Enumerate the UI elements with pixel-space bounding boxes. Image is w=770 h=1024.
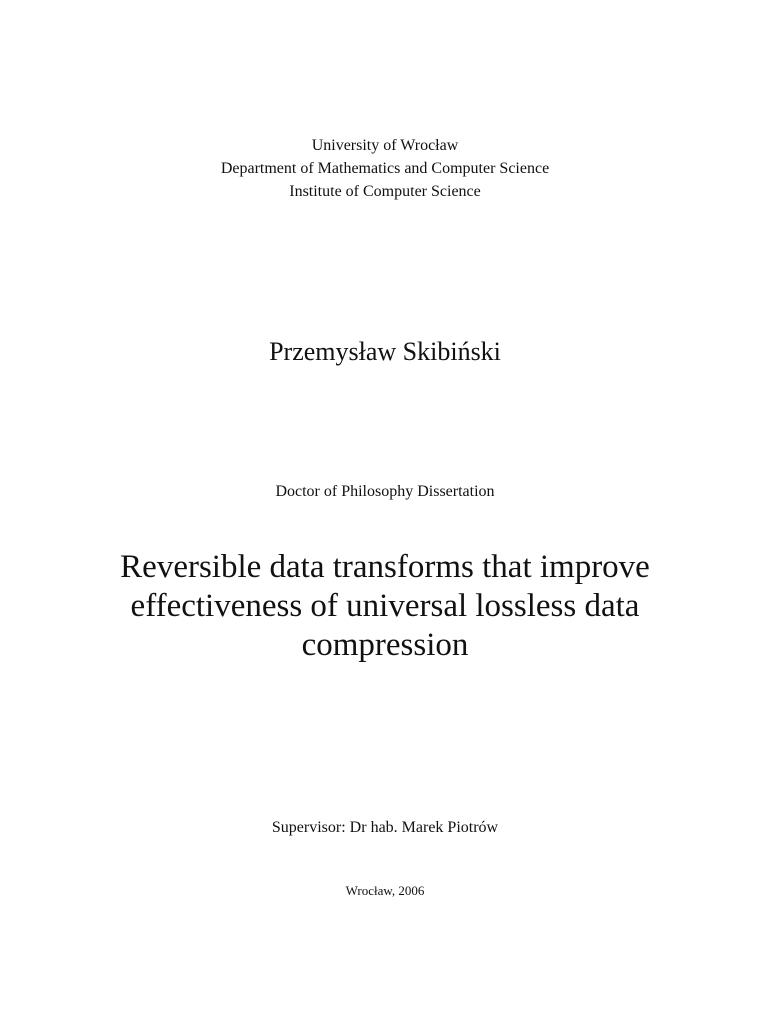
supervisor-line: Supervisor: Dr hab. Marek Piotrów — [271, 819, 499, 836]
author-name: Przemysław Skibiński — [269, 337, 501, 366]
degree-type: Doctor of Philosophy Dissertation — [275, 483, 495, 500]
department-name: Department of Mathematics and Computer Science — [220, 160, 550, 177]
affiliation-block — [0, 134, 770, 203]
title-line-1: Reversible data transforms that improve — [120, 549, 650, 585]
place-and-date: Wrocław, 2006 — [345, 883, 425, 898]
title-line-3: compression — [301, 627, 469, 663]
institute-name: Institute of Computer Science — [289, 183, 481, 200]
title-line-2: effectiveness of universal lossless data — [130, 588, 640, 624]
dissertation-title — [0, 548, 770, 665]
university-name: University of Wrocław — [311, 137, 459, 154]
